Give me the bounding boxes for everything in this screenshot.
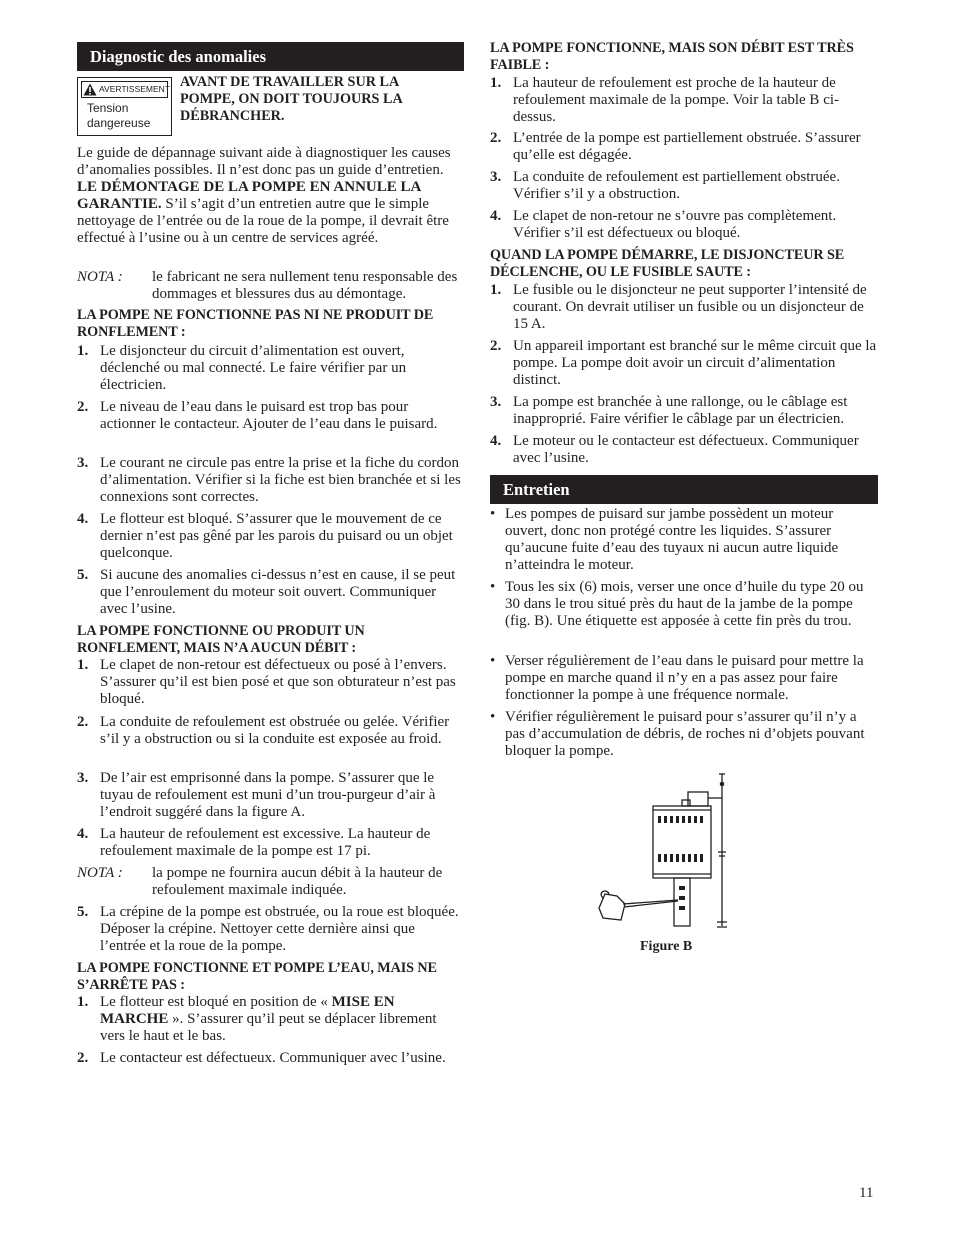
intro-text-part2: S’il s’agit d’un entretien autre que le simple nettoyage de l’entrée ou de la roue de la pompe, il devrait être effectué à l’usine ou à un centre de services agréé. <box>77 196 449 246</box>
page-number: 11 <box>859 1185 874 1201</box>
list-item <box>490 130 878 164</box>
list-num: 1. <box>77 343 89 359</box>
list-item <box>490 75 878 126</box>
list-item <box>77 714 464 765</box>
list-text: Le niveau de l’eau dans le puisard est trop bas pour actionner le contacteur. Ajouter de l’eau dans le puisard. <box>100 399 438 432</box>
warning-label-header <box>81 81 171 98</box>
list-num: 5. <box>77 567 89 583</box>
intro-warranty-bold: LE DÉMONTAGE DE LA POMPE EN ANNULE LA GARANTIE. <box>77 179 421 212</box>
list-text <box>100 994 464 1045</box>
heading-no-stop: LA POMPE FONCTIONNE ET POMPE L’EAU, MAIS NE S’ARRÊTE PAS : <box>77 960 437 993</box>
heading-breaker-trips: QUAND LA POMPE DÉMARRE, LE DISJONCTEUR SE DÉCLENCHE, OU LE FUSIBLE SAUTE : <box>490 247 845 280</box>
heading-no-flow: LA POMPE FONCTIONNE OU PRODUIT UN RONFLEMENT, MAIS N’A AUCUN DÉBIT : <box>77 623 365 656</box>
list-num: 2. <box>77 399 89 415</box>
nota-1 <box>77 269 464 303</box>
list-text: La conduite de refoulement est partiellement obstruée. Vérifier s’il y a obstruction. <box>513 169 840 202</box>
list-item <box>77 994 464 1045</box>
list-num: 2. <box>77 1050 89 1066</box>
list-num: 4. <box>490 208 502 224</box>
bullet-text: Les pompes de puisard sur jambe possèdent un moteur ouvert, donc non protégé contre les liquides. S’assurer qu’aucune fuite d’eau des tuyaux ni aucun autre liquide n’atteindra le moteur. <box>505 506 839 573</box>
list-text-part: Le flotteur est bloqué en position de « <box>100 994 332 1010</box>
list-num: 5. <box>77 904 89 920</box>
list-text: Le clapet de non-retour ne s’ouvre pas complètement. Vérifier s’il est défectueux ou bloqué. <box>513 208 837 241</box>
warning-body-line1: Tension <box>87 101 129 115</box>
bullet-text: Tous les six (6) mois, verser une once d’huile du type 20 ou 30 dans le trou situé près du haut de la jambe de la pompe (fig. B). Une étiquette est apposée à cette fin près du trou. <box>505 579 864 629</box>
list-item <box>490 208 878 242</box>
list-text: La pompe est branchée à une rallonge, ou le câblage est inapproprié. Faire vérifier le câblage par un électricien. <box>513 394 848 427</box>
list-num: 2. <box>490 130 502 146</box>
figure-b-pump-illustration <box>595 770 735 932</box>
list-item <box>490 394 878 428</box>
list-item <box>490 338 878 389</box>
warning-body-line2: dangereuse <box>87 116 151 130</box>
list-num: 4. <box>77 826 89 842</box>
list-text: Le fusible ou le disjoncteur ne peut supporter l’intensité de courant. On devrait utiliser un fusible ou un disjoncteur de 15 A. <box>513 282 867 332</box>
bullet-text: Verser régulièrement de l’eau dans le puisard pour mettre la pompe en marche quand il n’y en a pas assez pour faire fonctionner la pompe à une fréquence normale. <box>505 653 864 703</box>
list-num: 2. <box>490 338 502 354</box>
bullet-dot: • <box>490 709 496 725</box>
list-num: 1. <box>77 994 89 1010</box>
bullet-dot: • <box>490 506 496 522</box>
warning-triangle-icon <box>83 83 97 96</box>
list-text: La conduite de refoulement est obstruée ou gelée. Vérifier s’il y a obstruction ou si la conduite est exposée au froid. <box>100 714 450 747</box>
list-text: La hauteur de refoulement est proche de la hauteur de refoulement maximale de la pompe. Voir la table B ci-dessus. <box>513 75 840 125</box>
warning-label-box <box>77 77 172 136</box>
bullet-item <box>490 506 878 574</box>
list-text: Le contacteur est défectueux. Communiquer avec l’usine. <box>100 1050 446 1066</box>
list-item <box>77 1050 464 1084</box>
warning-text: AVANT DE TRAVAILLER SUR LA POMPE, ON DOIT TOUJOURS LA DÉBRANCHER. <box>180 74 402 124</box>
bullet-item <box>490 653 878 704</box>
list-text: De l’air est emprisonné dans la pompe. S’assurer que le tuyau de refoulement est muni d’un trou-purgeur d’air à l’endroit suggéré dans la figure A. <box>100 770 436 820</box>
list-text: Le clapet de non-retour est défectueux ou posé à l’envers. S’assurer qu’il est bien posé et que son obturateur n’est pas bloqué. <box>100 657 456 707</box>
list-text-bold: MISE EN MARCHE <box>100 994 395 1027</box>
section-title-entretien: Entretien <box>490 475 878 504</box>
heading-low-flow: LA POMPE FONCTIONNE, MAIS SON DÉBIT EST TRÈS FAIBLE : <box>490 40 854 73</box>
bullet-text: Vérifier régulièrement le puisard pour s’assurer qu’il n’y a pas d’accumulation de débris, de roches ni d’objets pouvant bloquer la pompe. <box>505 709 865 759</box>
nota-text: la pompe ne fournira aucun débit à la hauteur de refoulement maximale indiquée. <box>152 865 443 898</box>
bullet-dot: • <box>490 653 496 669</box>
list-item <box>77 904 464 955</box>
intro-text-part1: Le guide de dépannage suivant aide à diagnostiquer les causes d’anomalies possibles. Il n’est donc pas un guide d’entretien. <box>77 145 451 178</box>
list-num: 3. <box>490 169 502 185</box>
list-text: La crépine de la pompe est obstruée, ou la roue est bloquée. Déposer la crépine. Nettoyer cette dernière ainsi que l’entrée et la roue de la pompe. <box>100 904 459 954</box>
list-num: 3. <box>77 455 89 471</box>
list-text: Le moteur ou le contacteur est défectueux. Communiquer avec l’usine. <box>513 433 859 466</box>
list-num: 4. <box>77 511 89 527</box>
section-title-diagnostic: Diagnostic des anomalies <box>77 42 464 71</box>
list-num: 1. <box>77 657 89 673</box>
list-item <box>490 433 878 467</box>
list-text: Le courant ne circule pas entre la prise et la fiche du cordon d’alimentation. Vérifier si la fiche est bien branchée et si les connexions sont correctes. <box>100 455 461 505</box>
list-num: 1. <box>490 282 502 298</box>
nota-text: le fabricant ne sera nullement tenu responsable des dommages et blessures dus au démontage. <box>152 269 458 302</box>
figure-caption: Figure B <box>640 939 693 954</box>
list-item <box>77 657 464 708</box>
nota-label: NOTA : <box>77 269 123 285</box>
nota-2 <box>77 865 464 899</box>
list-text: Le disjoncteur du circuit d’alimentation est ouvert, déclenché ou mal connecté. Le faire vérifier par un électricien. <box>100 343 407 393</box>
bullet-item <box>490 579 878 647</box>
list-item <box>77 511 464 562</box>
list-text: Le flotteur est bloqué. S’assurer que le mouvement de ce dernier n’est pas gêné par les parois du puisard ou un objet quelconque. <box>100 511 453 561</box>
warning-label-word: AVERTISSEMENT <box>99 84 171 94</box>
list-item <box>77 455 464 506</box>
list-text-part: ». S’assurer qu’il peut se déplacer librement vers le haut et le bas. <box>100 1011 437 1044</box>
bullet-item <box>490 709 878 760</box>
list-num: 2. <box>77 714 89 730</box>
list-text: La hauteur de refoulement est excessive. La hauteur de refoulement maximale de la pompe est 17 pi. <box>100 826 431 859</box>
nota-label: NOTA : <box>77 865 123 881</box>
list-text: Un appareil important est branché sur le même circuit que la pompe. La pompe doit avoir un circuit d’alimentation distinct. <box>513 338 877 388</box>
list-num: 4. <box>490 433 502 449</box>
list-num: 1. <box>490 75 502 91</box>
intro-paragraph <box>77 145 464 247</box>
list-text: Si aucune des anomalies ci-dessus n’est en cause, il se peut que l’enroulement du moteur soit ouvert. Communiquer avec l’usine. <box>100 567 456 617</box>
bullet-dot: • <box>490 579 496 595</box>
list-item <box>77 826 464 860</box>
list-item <box>490 169 878 203</box>
list-text: L’entrée de la pompe est partiellement obstruée. S’assurer qu’elle est dégagée. <box>513 130 861 163</box>
list-item <box>77 770 464 821</box>
list-item <box>490 282 878 333</box>
list-item <box>77 567 464 618</box>
list-item <box>77 343 464 394</box>
list-num: 3. <box>490 394 502 410</box>
list-num: 3. <box>77 770 89 786</box>
warning-label-body <box>87 101 150 131</box>
heading-no-run: LA POMPE NE FONCTIONNE PAS NI NE PRODUIT DE RONFLEMENT : <box>77 307 434 340</box>
list-item <box>77 399 464 450</box>
